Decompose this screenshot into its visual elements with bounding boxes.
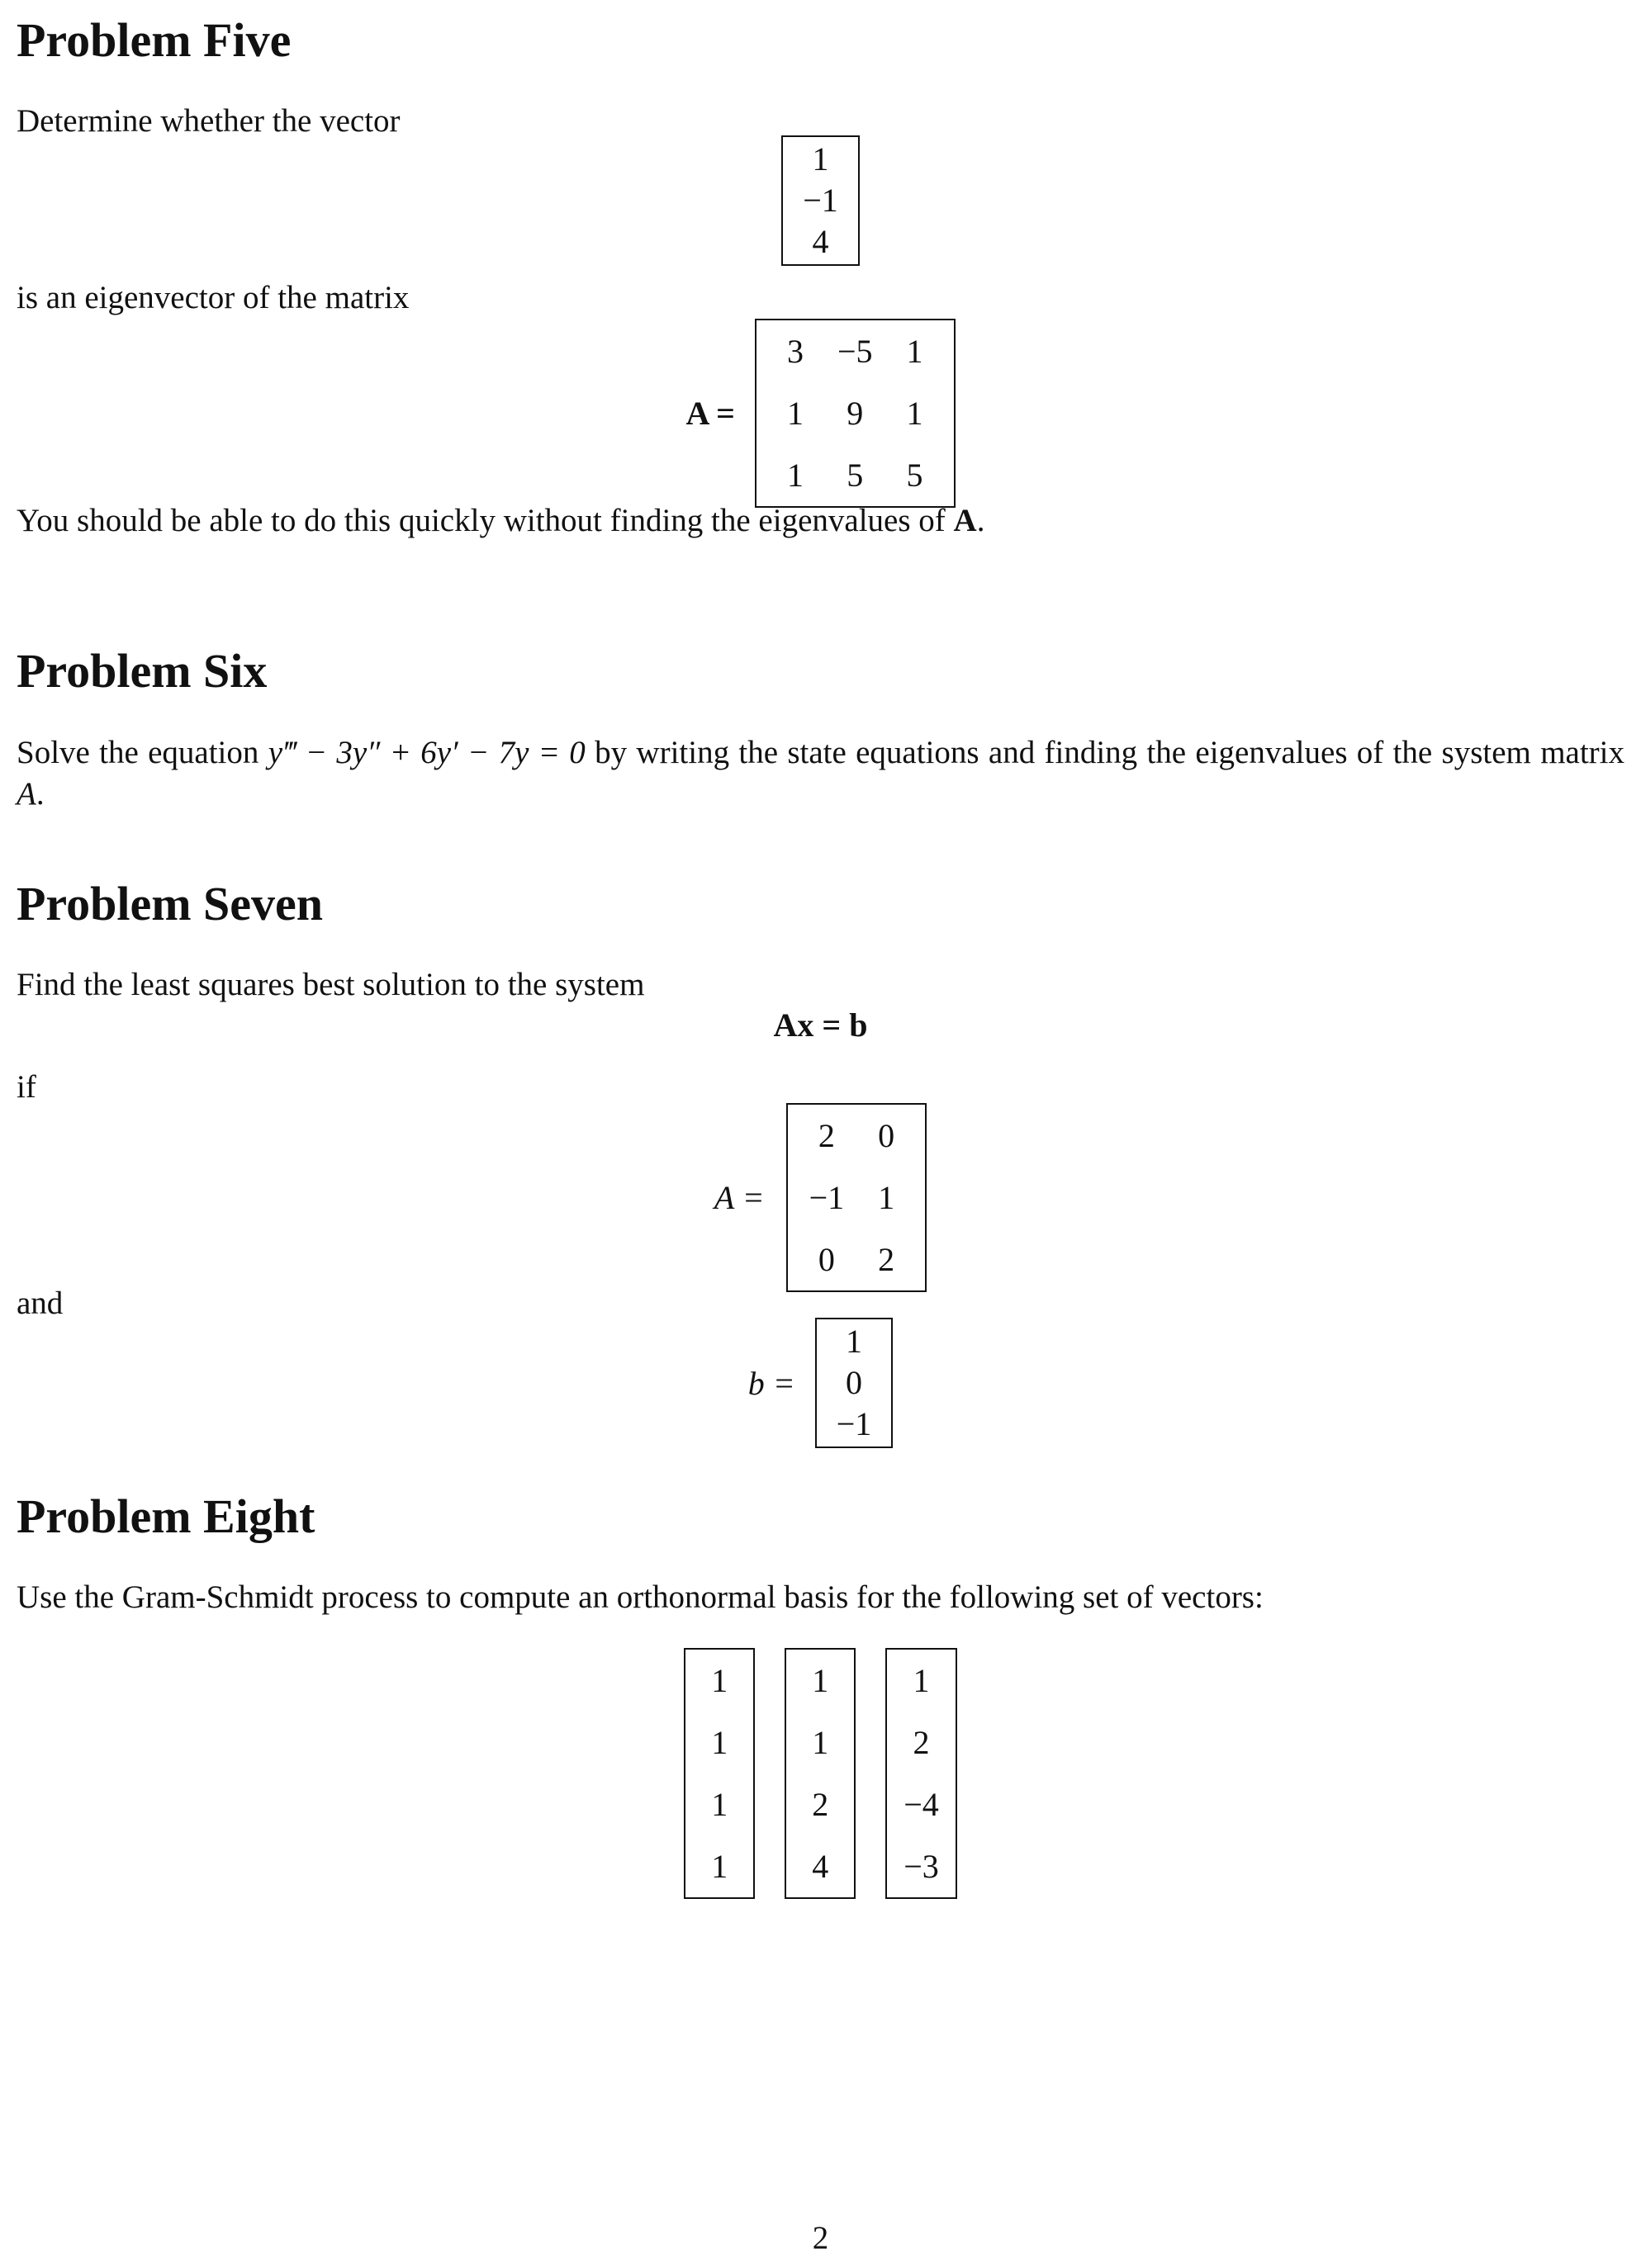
vector-entry: 2 — [812, 1786, 829, 1823]
problem-seven-intro: Find the least squares best solution to the system — [17, 967, 645, 1002]
matrix-A-label: A = — [714, 1179, 765, 1216]
matrix-entry: −5 — [837, 333, 873, 370]
matrix-entry: 1 — [786, 395, 804, 432]
problem-six-title: Problem Six — [17, 644, 268, 698]
matrix-a — [755, 319, 956, 508]
page-number: 2 — [812, 2220, 829, 2256]
problem-five-vector-block — [0, 135, 1641, 266]
problem-seven-b-block — [0, 1318, 1641, 1448]
vector-entry: 4 — [812, 223, 829, 260]
matrix-entry: 1 — [786, 457, 804, 494]
problem-seven-title: Problem Seven — [17, 877, 324, 930]
vector-entry: 1 — [812, 1662, 829, 1699]
basis-vector-1 — [684, 1648, 755, 1899]
matrix-entry: 5 — [906, 457, 923, 494]
vector-entry: −3 — [903, 1848, 939, 1885]
problem-eight-vectors — [0, 1648, 1641, 1899]
basis-vector-3 — [885, 1648, 957, 1899]
basis-vector-2 — [785, 1648, 856, 1899]
problem-five-matrix-block — [0, 319, 1641, 508]
vector-entry: 0 — [846, 1364, 862, 1401]
problem-five-title: Problem Five — [17, 13, 292, 67]
problem-eight-title: Problem Eight — [17, 1489, 315, 1543]
problem-five-intro: Determine whether the vector — [17, 103, 401, 139]
vector-entry: 2 — [913, 1724, 930, 1761]
problem-seven-system: Ax = b — [773, 1006, 868, 1044]
matrix-entry: 3 — [786, 333, 804, 370]
vector-b-label: b = — [747, 1364, 795, 1402]
vector-entry: 1 — [711, 1662, 728, 1699]
matrix-entry: 0 — [878, 1117, 895, 1154]
vector-entry: 1 — [812, 140, 829, 178]
problem-five-note: You should be able to do this quickly without finding the eigenvalues of A. — [17, 503, 985, 538]
vector-entry: 1 — [846, 1323, 862, 1360]
vector-entry: 1 — [711, 1848, 728, 1885]
vector-entry: 1 — [711, 1724, 728, 1761]
matrix-entry: 1 — [906, 395, 923, 432]
problem-eight-intro: Use the Gram-Schmidt process to compute an orthonormal basis for the following set of vectors: — [17, 1579, 1264, 1615]
vector-entry: −4 — [903, 1786, 939, 1823]
vector-entry: 1 — [812, 1724, 829, 1761]
problem-six-text: Solve the equation y‴ − 3y″ + 6y′ − 7y = 0 by writing the state equations and finding the eigenvalues of the system matrix A. — [17, 735, 1624, 812]
matrix-entry: −1 — [809, 1179, 845, 1216]
vector-entry: 1 — [913, 1662, 930, 1699]
matrix-entry: 9 — [847, 395, 864, 432]
problem-six-equation: y‴ − 3y″ + 6y′ − 7y = 0 — [268, 735, 586, 770]
vector-b — [815, 1318, 894, 1448]
matrix-A — [786, 1103, 927, 1292]
matrix-entry: 0 — [818, 1241, 835, 1278]
matrix-entry: 1 — [878, 1179, 895, 1216]
matrix-entry: 5 — [847, 457, 864, 494]
vector-entry: 4 — [812, 1848, 829, 1885]
problem-seven-if: if — [17, 1069, 36, 1105]
matrix-a-label: A = — [685, 395, 735, 432]
problem-seven-A-block — [0, 1103, 1641, 1292]
vector-entry: −1 — [836, 1405, 872, 1442]
problem-seven-and: and — [17, 1286, 64, 1321]
problem-five-mid-text: is an eigenvector of the matrix — [17, 280, 410, 315]
matrix-entry: 2 — [818, 1117, 835, 1154]
problem-five-vector — [781, 135, 860, 266]
vector-entry: 1 — [711, 1786, 728, 1823]
vector-entry: −1 — [803, 182, 838, 219]
matrix-entry: 2 — [878, 1241, 895, 1278]
matrix-entry: 1 — [906, 333, 923, 370]
